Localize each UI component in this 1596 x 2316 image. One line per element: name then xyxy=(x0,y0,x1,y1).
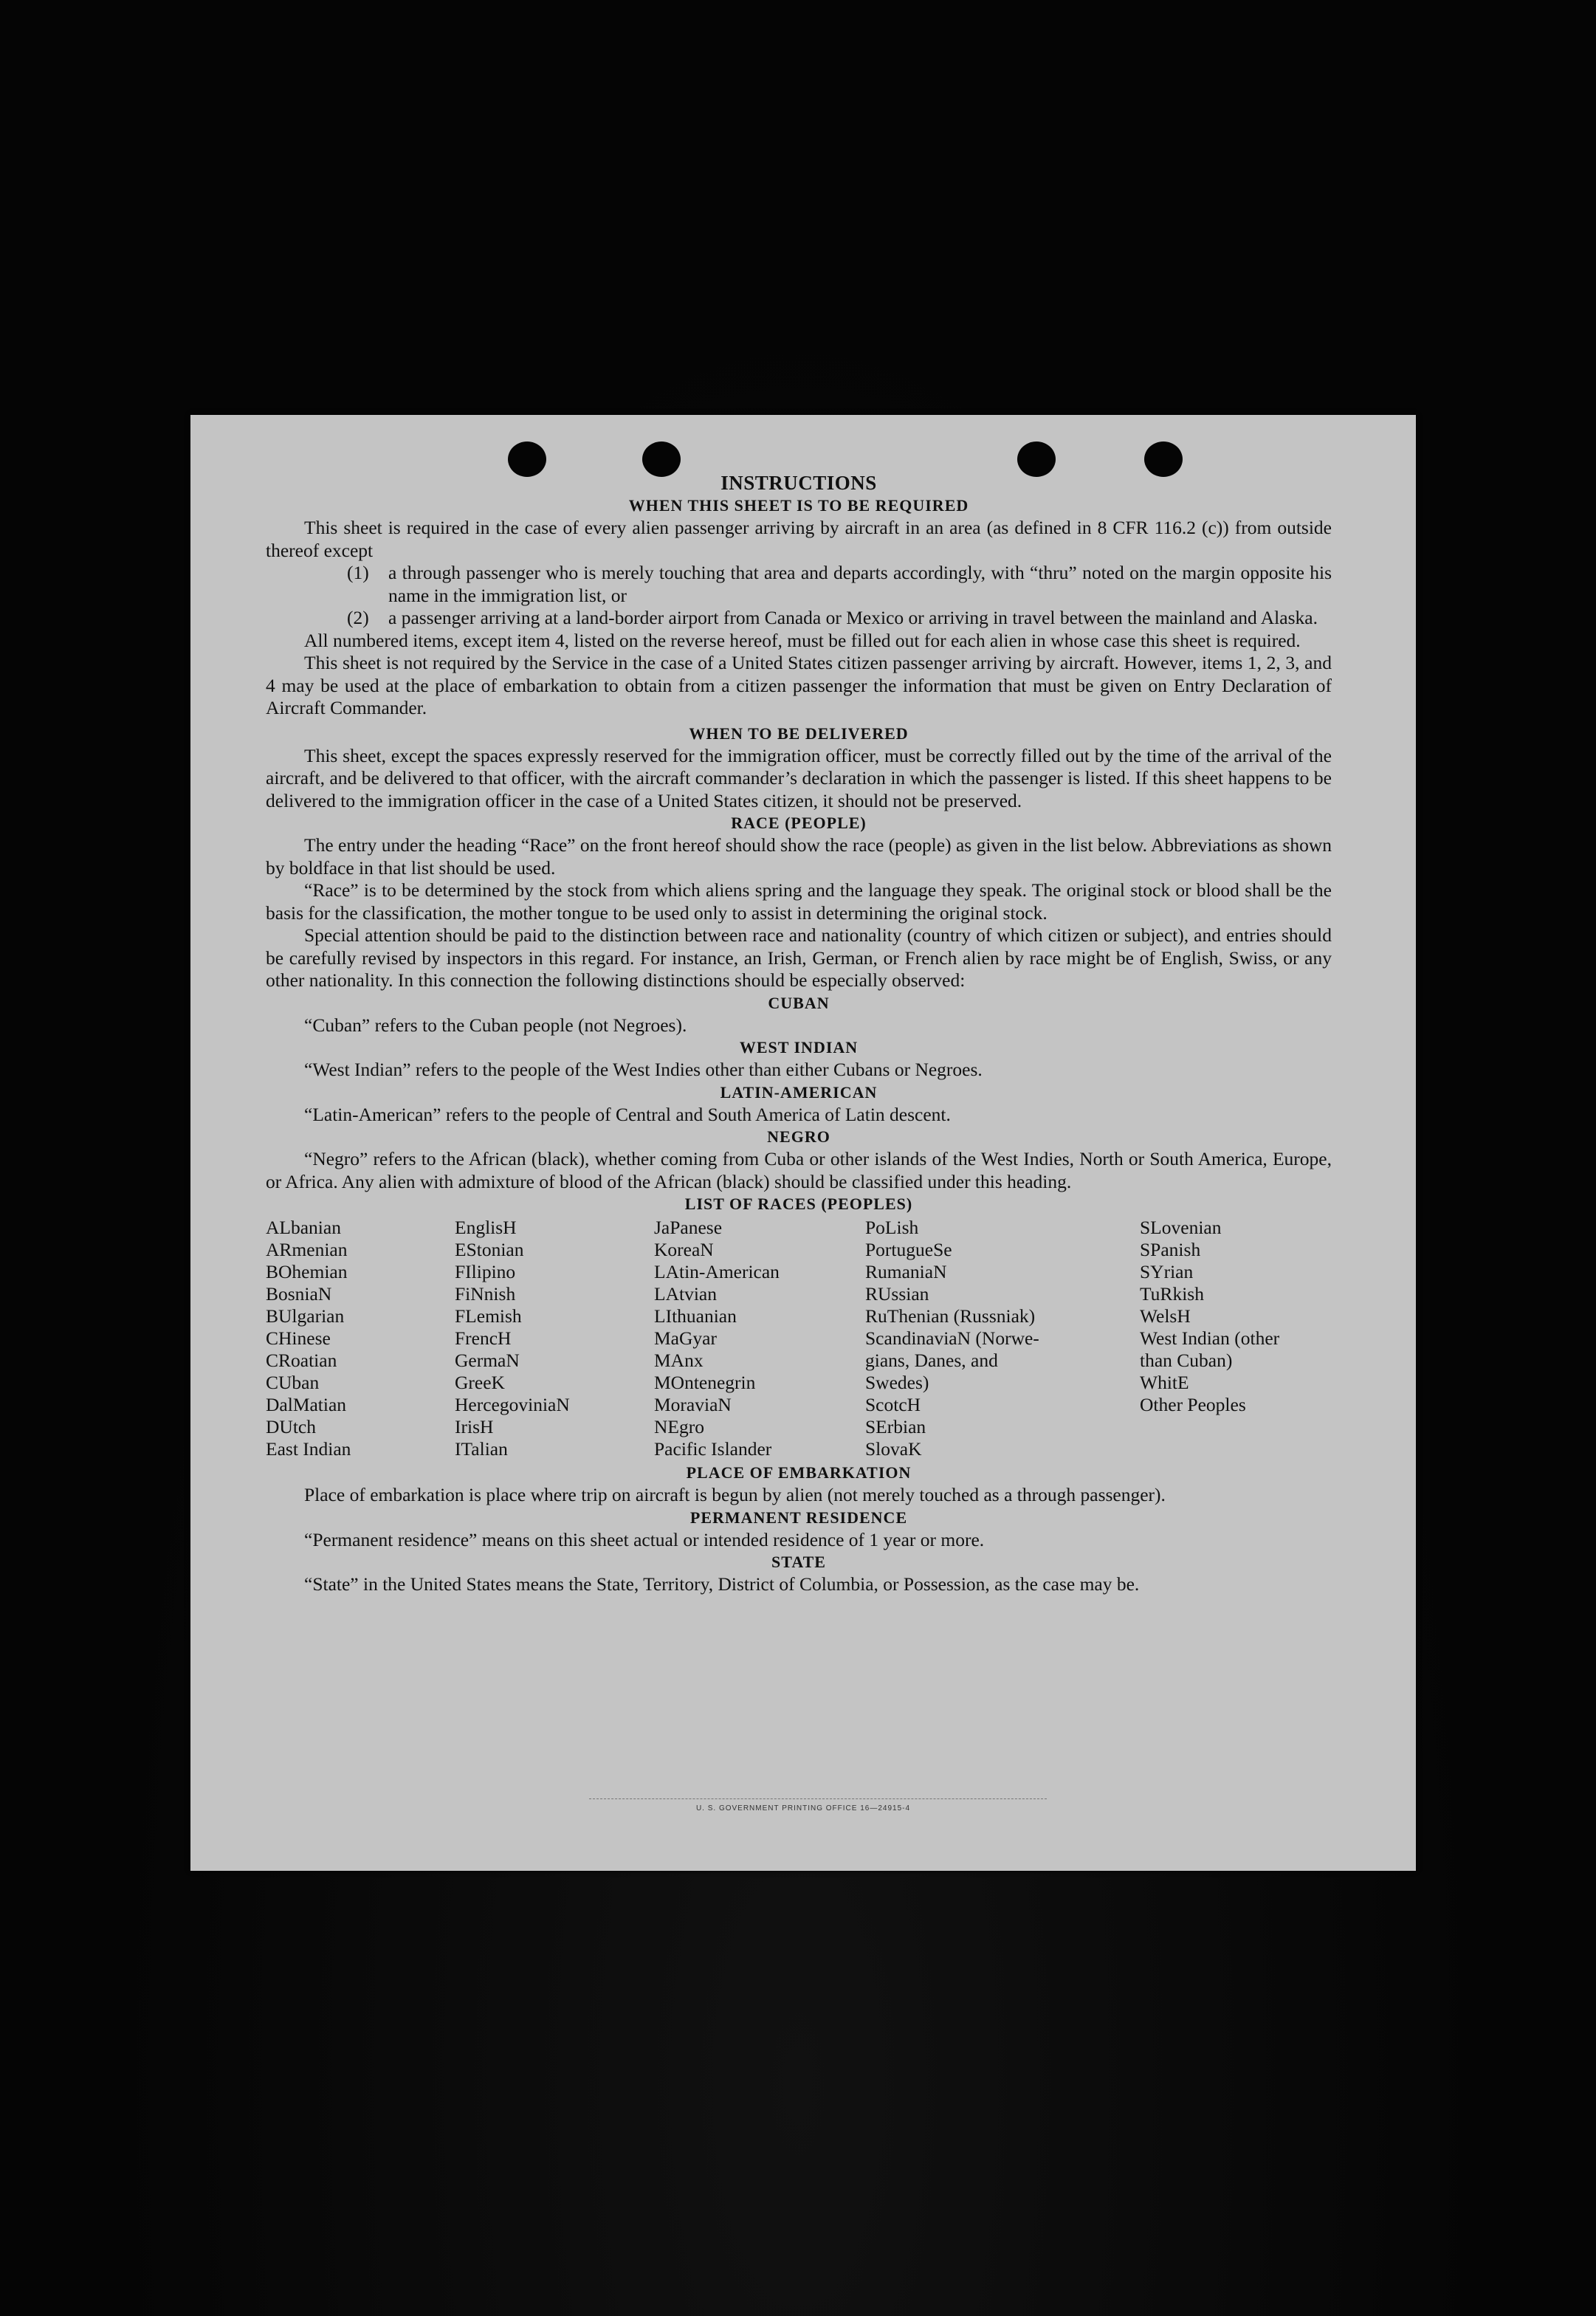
paragraph: “West Indian” refers to the people of the West Indies other than either Cubans or Negroes. xyxy=(304,1059,983,1080)
race-entry: GreeK xyxy=(455,1372,505,1393)
race-entry: DUtch xyxy=(266,1416,316,1437)
race-entry: LAtvian xyxy=(654,1283,717,1305)
race-entry: JaPanese xyxy=(654,1217,723,1238)
list-item-number: (2) xyxy=(347,607,369,628)
race-entry: DalMatian xyxy=(266,1394,347,1415)
heading-west-indian: WEST INDIAN xyxy=(739,1038,859,1056)
paragraph: “Cuban” refers to the Cuban people (not Negroes). xyxy=(304,1014,687,1036)
race-entry: PoLish xyxy=(865,1217,919,1238)
race-entry: FiNnish xyxy=(455,1283,516,1305)
race-entry: KoreaN xyxy=(654,1239,714,1260)
paragraph: Special attention should be paid to the distinction between race and nationality (country of which citizen or subject), and entries should be carefully revised by inspectors in this regard. For instance, an Irish, German, or French alien by race might be of English, Swiss, or any other nationality. In this connection the following distinctions should be especially observed: xyxy=(266,924,1332,991)
race-entry: LIthuanian xyxy=(654,1305,737,1327)
heading-permanent-residence: PERMANENT RESIDENCE xyxy=(689,1508,908,1527)
footer-rule xyxy=(589,1798,1047,1799)
race-column xyxy=(654,1217,865,1460)
race-entry: Other Peoples xyxy=(1140,1394,1246,1415)
list-item-text: a passenger arriving at a land-border airport from Canada or Mexico or arriving in travel between the mainland and Alaska. xyxy=(388,607,1318,628)
race-list xyxy=(266,1217,1332,1460)
race-entry: ScandinaviaN (Norwe- gians, Danes, and Swedes) xyxy=(865,1327,1039,1393)
race-entry: BUlgarian xyxy=(266,1305,345,1327)
paragraph: Place of embarkation is place where trip on aircraft is begun by alien (not merely touched as a through passenger). xyxy=(304,1484,1166,1505)
race-entry: GermaN xyxy=(455,1350,520,1371)
paragraph: The entry under the heading “Race” on the front hereof should show the race (people) as given in the list below. Abbreviations as shown by boldface in that list should be used. xyxy=(266,834,1332,879)
race-column xyxy=(266,1217,455,1460)
race-entry: BOhemian xyxy=(266,1261,348,1282)
race-entry: PortugueSe xyxy=(865,1239,952,1260)
race-entry: TuRkish xyxy=(1140,1283,1204,1305)
race-entry: RuThenian (Russniak) xyxy=(865,1305,1036,1327)
race-entry: EStonian xyxy=(455,1239,524,1260)
race-entry: SErbian xyxy=(865,1416,926,1437)
race-entry: East Indian xyxy=(266,1438,351,1460)
race-entry: EnglisH xyxy=(455,1217,517,1238)
race-entry: ARmenian xyxy=(266,1239,348,1260)
paragraph: “Negro” refers to the African (black), whether coming from Cuba or other islands of the West Indies, North or South America, Europe, or Africa. Any alien with admixture of blood of the African (black) should be classified under this heading. xyxy=(266,1148,1332,1192)
race-entry: WhitE xyxy=(1140,1372,1189,1393)
race-entry: WelsH xyxy=(1140,1305,1191,1327)
list-item-text: a through passenger who is merely touching that area and departs accordingly, with “thru” noted on the margin opposite his name in the immigration list, or xyxy=(388,562,1332,606)
race-entry: BosniaN xyxy=(266,1283,332,1305)
race-entry: HercegoviniaN xyxy=(455,1394,570,1415)
race-entry: Pacific Islander xyxy=(654,1438,772,1460)
race-entry: LAtin-American xyxy=(654,1261,780,1282)
list-item-number: (1) xyxy=(347,562,369,583)
printing-office-footer: U. S. GOVERNMENT PRINTING OFFICE 16—24915-4 xyxy=(695,1804,911,1812)
race-entry: ScotcH xyxy=(865,1394,921,1415)
list-item xyxy=(347,607,1332,630)
list-item xyxy=(347,562,1332,607)
paragraph: “Race” is to be determined by the stock from which aliens spring and the language they speak. The original stock or blood shall be the basis for the classification, the mother tongue to be used only to assist in determining the original stock. xyxy=(266,879,1332,924)
race-entry: CUban xyxy=(266,1372,320,1393)
paragraph: This sheet is required in the case of every alien passenger arriving by aircraft in an area (as defined in 8 CFR 116.2 (c)) from outside thereof except xyxy=(266,517,1332,561)
race-entry: SYrian xyxy=(1140,1261,1194,1282)
race-entry: NEgro xyxy=(654,1416,704,1437)
page-title: INSTRUCTIONS xyxy=(720,472,877,494)
race-entry: CHinese xyxy=(266,1327,331,1349)
paragraph: This sheet, except the spaces expressly reserved for the immigration officer, must be correctly filled out by the time of the arrival of the aircraft, and be delivered to that officer, with the aircraft commander’s declaration in which the passenger is listed. If this sheet happens to be delivered to the immigration officer in the case of a United States citizen, it should not be preserved. xyxy=(266,744,1332,811)
race-entry: SPanish xyxy=(1140,1239,1201,1260)
race-entry: MAnx xyxy=(654,1350,704,1371)
paragraph: “Latin-American” refers to the people of Central and South America of Latin descent. xyxy=(304,1103,951,1125)
race-entry: RUssian xyxy=(865,1283,929,1305)
heading-place-of-embarkation: PLACE OF EMBARKATION xyxy=(686,1463,912,1482)
heading-latin-american: LATIN-AMERICAN xyxy=(720,1082,878,1102)
race-entry: MoraviaN xyxy=(654,1394,732,1415)
race-column xyxy=(1140,1217,1332,1460)
heading-list-of-races: LIST OF RACES (PEOPLES) xyxy=(684,1195,913,1213)
race-entry: CRoatian xyxy=(266,1350,337,1371)
paragraph: “Permanent residence” means on this sheet actual or intended residence of 1 year or more. xyxy=(304,1528,985,1550)
paragraph: This sheet is not required by the Service in the case of a United States citizen passenger arriving by aircraft. However, items 1, 2, 3, and 4 may be used at the place of embarkation to obtain from a citizen passenger the information that must be given on Entry Declaration of Aircraft Commander. xyxy=(266,652,1332,718)
paragraph: All numbered items, except item 4, listed on the reverse hereof, must be filled out for each alien in whose case this sheet is required. xyxy=(304,629,1301,651)
race-column xyxy=(455,1217,654,1460)
race-entry: IrisH xyxy=(455,1416,494,1437)
heading-when-delivered: WHEN TO BE DELIVERED xyxy=(689,724,909,743)
race-entry: FIlipino xyxy=(455,1261,516,1282)
race-entry: FLemish xyxy=(455,1305,522,1327)
race-column xyxy=(865,1217,1140,1460)
race-entry: ALbanian xyxy=(266,1217,341,1238)
heading-when-required: WHEN THIS SHEET IS TO BE REQUIRED xyxy=(628,496,969,515)
race-entry: FrencH xyxy=(455,1327,512,1349)
race-entry: MOntenegrin xyxy=(654,1372,756,1393)
race-entry: SlovaK xyxy=(865,1438,922,1460)
heading-cuban: CUBAN xyxy=(768,993,830,1012)
heading-race: RACE (PEOPLE) xyxy=(731,814,867,832)
race-entry: ITalian xyxy=(455,1438,508,1460)
paragraph: “State” in the United States means the State, Territory, District of Columbia, or Possession, as the case may be. xyxy=(304,1573,1140,1595)
race-entry: SLovenian xyxy=(1140,1217,1222,1238)
sheet-content xyxy=(266,471,1332,1596)
instruction-sheet xyxy=(190,415,1416,1871)
race-entry: RumaniaN xyxy=(865,1261,947,1282)
heading-negro: NEGRO xyxy=(767,1127,830,1146)
race-entry: West Indian (other than Cuban) xyxy=(1140,1327,1280,1371)
race-entry: MaGyar xyxy=(654,1327,717,1349)
heading-state: STATE xyxy=(771,1553,826,1571)
